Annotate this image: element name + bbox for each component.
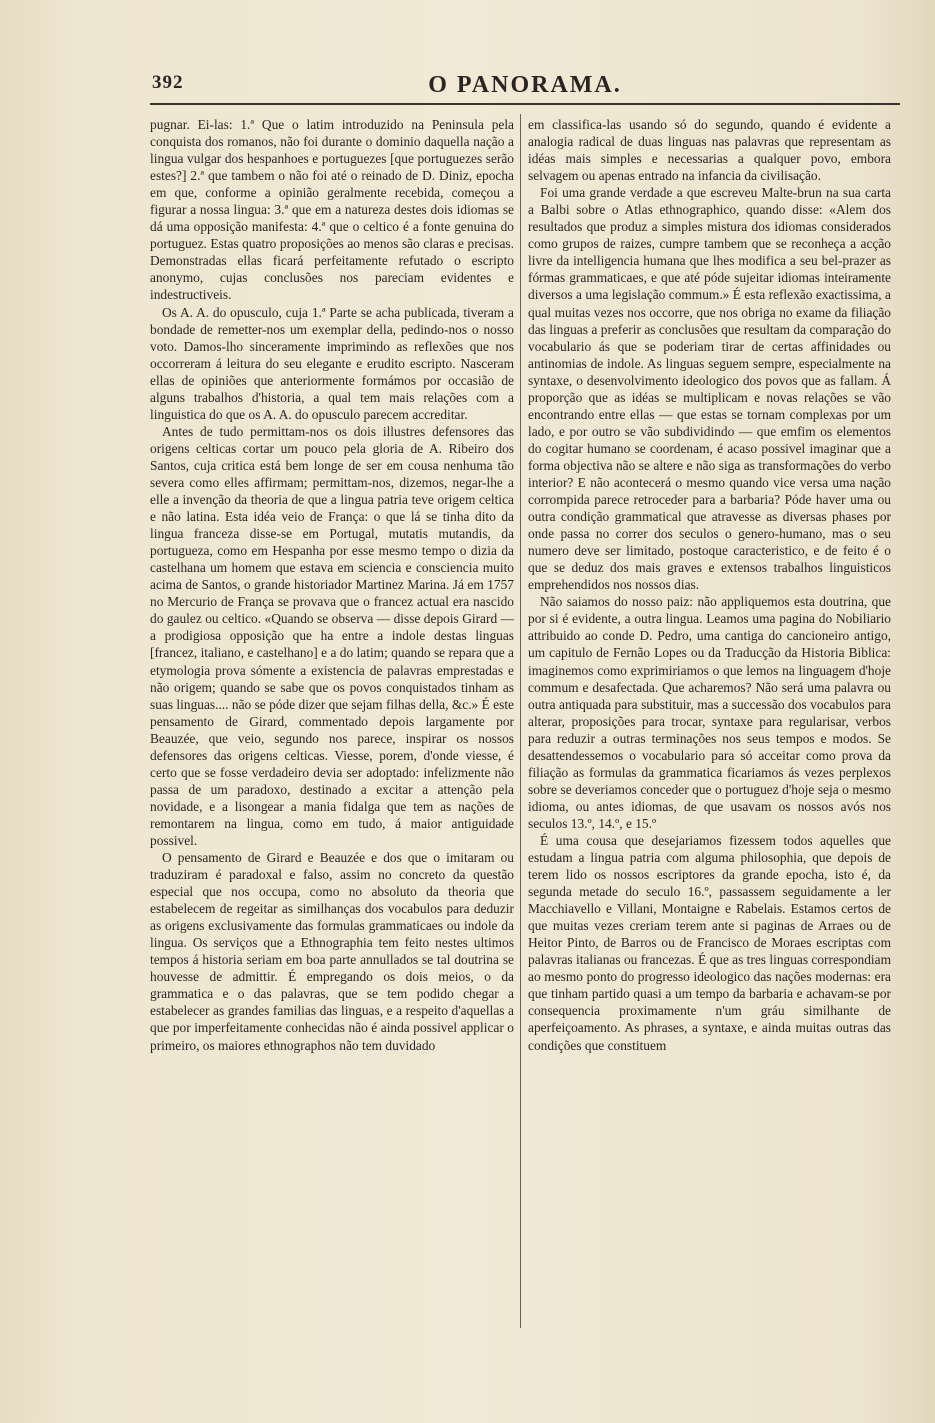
paragraph: Os A. A. do opusculo, cuja 1.ª Parte se acha publicada, tiveram a bondade de remetter-nos um exemplar della, pedindo-nos o nosso voto. Damos-lho sinceramente imprimindo as reflexões que nos occorreram á leitura do seu elegante e erudito escripto. Nasceram ellas de opiniões que anteriormente formámos por occasião de alguns trabalhos d'historia, a qual tem mais relações com a linguistica do que os A. A. do opusculo parecem accreditar. [150, 304, 514, 422]
paragraph: Não saiamos do nosso paiz: não appliquemos esta doutrina, que por si é evidente, a outra lingua. Leamos uma pagina do Nobiliario attribuido ao conde D. Pedro, uma cantiga do cancioneiro antigo, um capitulo de Fernão Lopes ou da Traducção da Historia Biblica: imaginemos como exprimiriamos o que lemos na linguagem d'hoje commum e desafectada. Que acharemos? Não será uma palavra ou outra antiquada para substituir, mas a successão dos vocabulos para alterar, proposições para trocar, syntaxe para regularisar, verbos para reduzir a outras terminações nos seus tempos e modos. Se desattendessemos o vocabulario para só acceitar como prova da filiação as formulas da grammatica ficariamos ás vezes perplexos sobre se deveriamos conceder que o portuguez d'hoje seja o mesmo idioma, ou antes idiomas, de que usavam os nossos avós nos seculos 13.º, 14.º, e 15.º [528, 594, 891, 831]
paragraph: O pensamento de Girard e Beauzée e dos que o imitaram ou traduziram é paradoxal e falso, assim no concreto da questão especial que nos occupa, como no absoluto da theoria que estabelecem de regeitar as similhanças dos vocabulos para deduzir as origens exclusivamente das formulas grammaticaes ou indole da lingua. Os serviços que a Ethnographia tem feito nestes ultimos tempos á historia seriam em boa parte annullados se tal doutrina se houvesse de admittir. É empregando os dois meios, o da grammatica e o das palavras, que se tem podido chegar a estabelecer as grandes familias das linguas, e a respeito d'aquellas a que por imperfeitamente conhecidas não é ainda possivel applicar o primeiro, os maiores ethnographos não tem duvidado [150, 850, 514, 1053]
left-column [150, 116, 514, 1054]
paragraph: pugnar. Ei-las: 1.ª Que o latim introduzido na Peninsula pela conquista dos romanos, não foi durante o dominio daquella nação a lingua vulgar dos hespanhoes e portuguezes [que portuguezes serão estes?] 2.ª que tambem o não foi até o reinado de D. Diniz, epocha em que, conforme a opinião geralmente recebida, começou a figurar a nossa lingua: 3.ª que em a natureza destes dois idiomas se dá uma opposição manifesta: 4.ª que o celtico é a fonte genuina do portuguez. Estas quatro proposições ao menos são claras e precisas. Demonstradas ellas ficará perfeitamente refutado o escripto anonymo, cujas conclusões nos pareciam evidentes e indestructiveis. [150, 117, 514, 303]
paragraph: em classifica-las usando só do segundo, quando é evidente a analogia radical de duas linguas nas palavras que representam as idéas mais simples e necessarias a qualquer povo, embora selvagem ou apenas entrado na infancia da civilisação. [528, 117, 891, 184]
journal-title: O PANORAMA. [428, 72, 622, 98]
header-rule [150, 103, 900, 105]
paragraph: Foi uma grande verdade a que escreveu Malte-brun na sua carta a Balbi sobre o Atlas ethnographico, quando disse: «Alem dos resultados que produz a simples mistura dos idiomas considerados como grupos de raizes, cumpre tambem que se reconheça a acção livre da intelligencia humana que lhes modifica a seu bel-prazer as fórmas grammaticaes, e que até póde sujeitar idiomas inteiramente diversos a uma legislação commum.» É esta reflexão exactissima, a qual muitas vezes nos occorre, que nos obriga no exame da filiação das linguas a preferir as conclusões que resultam da comparação do vocabulario ás que se poderiam tirar de certas affinidades ou antinomias de indole. As linguas seguem sempre, especialmente na syntaxe, o desenvolvimento ideologico dos povos que as fallam. Á proporção que as idéas se multiplicam e novas relações se vão encontrando entre ellas — que estas se tornam complexas por um lado, e por outro se vão subdividindo — que emfim os elementos do cogitar humano se coordenam, é acaso possivel imaginar que a forma objectiva não se altere e não siga as transformações do verbo interior? E não acontecerá o mesmo quando vice versa uma nação corrompida parece retroceder para a barbaria? Póde haver uma ou outra condição grammatical que atravesse as diversas phases por onde passa no correr dos seculos o genero-humano, mas o seu numero deve ser limitado, postoque caracteristico, e de feito é o que se deduz dos mais graves e extensos trabalhos linguisticos emprehendidos nos nossos dias. [528, 185, 891, 593]
page-header [150, 68, 900, 104]
page-number: 392 [152, 72, 184, 93]
paragraph: Antes de tudo permittam-nos os dois illustres defensores das origens celticas cortar um pouco pela gloria de A. Ribeiro dos Santos, cuja critica está bem longe de ser em cousa nenhuma tão severa como elles affirmam; permittam-nos, dizemos, negar-lhe a elle a invenção da theoria de que a lingua patria teve origem celtica e não latina. Esta idéa veio de França: o que lá se tinha dito da lingua franceza disse-se em Portugal, mutatis mutandis, da portugueza, como em Hespanha por esse mesmo tempo o dizia da castelhana um homem que estava em sciencia e consciencia muito acima de Santos, o grande historiador Martinez Marina. Já em 1757 no Mercurio de França se provava que o francez actual era nascido do gaulez ou celtico. «Quando se observa — disse depois Girard — a prodigiosa opposição que ha entre a indole destas linguas [francez, italiano, e castelhano] e a do latim; quando se repara que a etymologia prova sómente a existencia de palavras emprestadas e não origem; quando se sabe que os povos conquistados tinham as suas linguas.... não se póde dizer que sejam filhas della, &c.» É este pensamento de Girard, commentado depois largamente por Beauzée, que veio, segundo nos parece, inspirar os nossos defensores das origens celticas. Viesse, porem, d'onde viesse, é certo que se fosse verdadeiro devia ser adoptado: infelizmente não passa de um paradoxo, destinado a excitar a attenção pela novidade, e a lisongear a mania fidalga que tem as nações de remontarem na lingua, como em tudo, á maior antiguidade possivel. [150, 423, 514, 848]
column-divider [520, 114, 521, 1328]
paragraph: É uma cousa que desejariamos fizessem todos aquelles que estudam a lingua patria com alguma philosophia, que depois de terem lido os nossos escriptores da grande epocha, isto é, da segunda metade do seculo 16.º, passassem seguidamente a ler Macchiavello e Villani, Montaigne e Rabelais. Estamos certos de que muitas vezes creriam terem ante si paginas de Arraes ou de Heitor Pinto, de Barros ou de Francisco de Moraes escriptas com palavras italianas ou francezas. É que as tres linguas correspondiam ao mesmo ponto do progresso ideologico das nações modernas: era que tinham partido quasi a um tempo da barbaria e achavam-se por consequencia proximamente n'um gráu similhante de aperfeiçoamento. As phrases, a syntaxe, e ainda muitas outras das condições que constituem [528, 832, 891, 1053]
right-column [528, 116, 891, 1054]
